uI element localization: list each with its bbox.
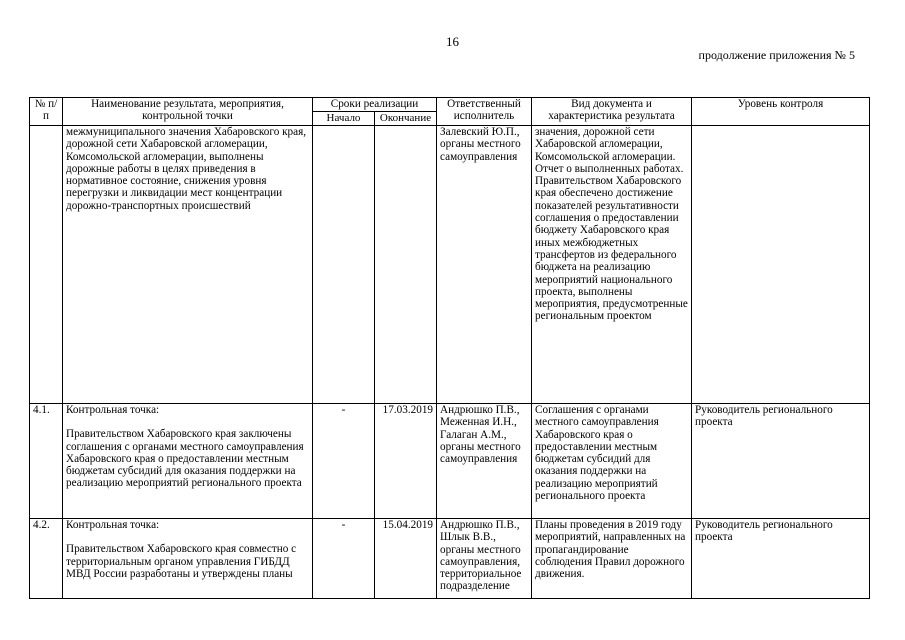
- row-start: [313, 126, 375, 404]
- row-name-title: Контрольная точка:: [66, 519, 160, 531]
- appendix-note: продолжение приложения № 5: [698, 48, 855, 62]
- table-row: [30, 404, 870, 519]
- row-control: Руководитель регионального проекта: [692, 519, 870, 599]
- row-num: 4.1.: [30, 404, 63, 519]
- row-start: -: [313, 519, 375, 599]
- results-table: [29, 97, 870, 599]
- row-end: 17.03.2019: [375, 404, 437, 519]
- row-responsible: Андрюшко П.В., Меженная И.Н., Галаган А.М., органы местного самоуправления: [437, 404, 532, 519]
- row-num: [30, 126, 63, 404]
- table-row: [30, 519, 870, 599]
- header-terms: Сроки реализации: [313, 98, 437, 112]
- row-responsible: Андрюшко П.В., Шлык В.В., органы местного самоуправления, территориальное подразделение: [437, 519, 532, 599]
- header-end: Окончание: [375, 112, 437, 126]
- row-doc: Планы проведения в 2019 году мероприятий, направленных на пропагандирование соблюдения Правил дорожного движения.: [532, 519, 692, 599]
- header-start: Начало: [313, 112, 375, 126]
- row-end: [375, 126, 437, 404]
- row-name-cell: [63, 404, 313, 519]
- row-name: Правительством Хабаровского края заключены соглашения с органами местного самоуправления Хабаровского края о предоставлении местным бюджетам субсидий для оказания поддержки на реализацию мероприятий регионального проекта: [66, 428, 304, 490]
- row-num: 4.2.: [30, 519, 63, 599]
- row-doc: значения, дорожной сети Хабаровской агломерации, Комсомольской агломерации. Отчет о выполненных работах. Правительством Хабаровского края обеспечено достижение показателей результативности соглашения о предоставлении бюджету Хабаровского края иных межбюджетных трансфертов из федерального бюджета на реализацию мероприятий национального проекта, выполнены мероприятия, предусмотренные региональным проектом: [532, 126, 692, 404]
- header-name: Наименование результата, мероприятия, контрольной точки: [63, 98, 313, 126]
- row-end: 15.04.2019: [375, 519, 437, 599]
- row-start: -: [313, 404, 375, 519]
- row-control: [692, 126, 870, 404]
- row-name: Правительством Хабаровского края совместно с территориальным органом управления ГИБДД МВД России разработаны и утверждены планы: [66, 543, 297, 580]
- header-num: № п/п: [30, 98, 63, 126]
- table-row: [30, 126, 870, 404]
- header-doc-type: Вид документа и характеристика результата: [532, 98, 692, 126]
- row-name-cell: [63, 519, 313, 599]
- header-responsible: Ответственный исполнитель: [437, 98, 532, 126]
- row-responsible: Залевский Ю.П., органы местного самоуправления: [437, 126, 532, 404]
- row-control: Руководитель регионального проекта: [692, 404, 870, 519]
- page-number: 16: [446, 34, 459, 49]
- header-control: Уровень контроля: [692, 98, 870, 126]
- row-doc: Соглашения с органами местного самоуправления Хабаровского края о предоставлении местным бюджетам субсидий для оказания поддержки на реализацию мероприятий регионального проекта: [532, 404, 692, 519]
- row-name: межмуниципального значения Хабаровского края, дорожной сети Хабаровской агломерации, Комсомольской агломерации, выполнены дорожные работы в целях приведения в нормативное состояние, снижения уровня перегрузки и ликвидации мест концентрации дорожно-транспортных происшествий: [63, 126, 313, 404]
- row-name-title: Контрольная точка:: [66, 404, 160, 416]
